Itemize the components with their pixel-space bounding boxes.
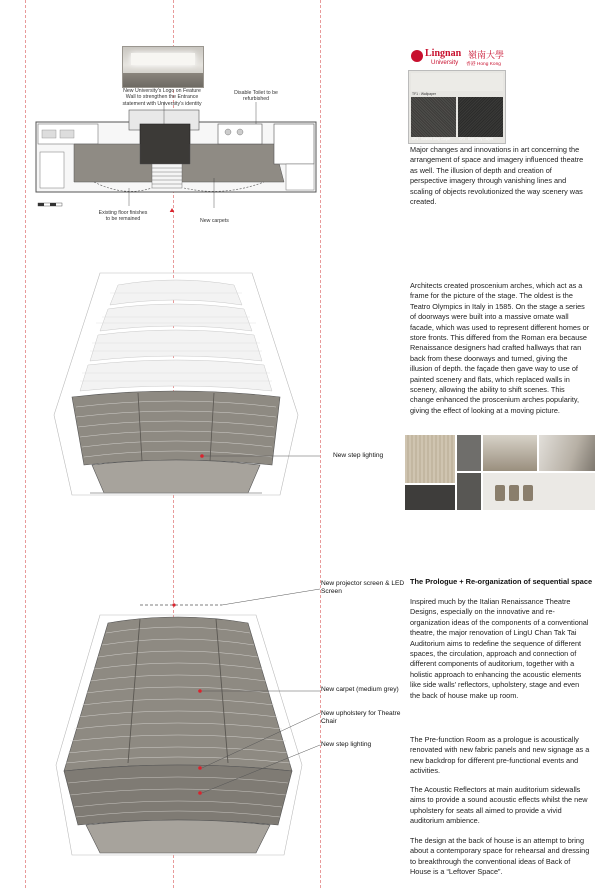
swatch-wallpaper — [411, 73, 503, 91]
material-board-mid — [405, 435, 595, 510]
body-paragraph-3: The Acoustic Reflectors at main auditorium sidewalls aims to provide a sound acoustic effects whilst the new upholstery for seats all aimed to provide a vivid auditorium ambience. — [410, 785, 588, 826]
logo-brand: Lingnan — [425, 48, 462, 59]
swatch-carpet-light — [411, 97, 456, 137]
logo-tagline: 香港 Hong Kong — [466, 62, 501, 67]
annotation-carpets: New carpets — [200, 218, 229, 224]
auditorium-plan-mid — [30, 265, 322, 515]
swatch-fabric-dark — [405, 485, 455, 510]
guide-line-left — [25, 0, 26, 888]
material-swatch-board — [408, 70, 506, 144]
foyer-floor-plan — [34, 102, 320, 212]
render-hall-photo — [539, 435, 595, 471]
swatch-label-carpet-light: CP1 : Sanford Grey Carpet — [412, 137, 451, 141]
logo-subtitle: University — [431, 59, 459, 66]
swatch-label-wallpaper: TF1 : Wallpaper — [412, 92, 436, 96]
body-paragraph-1: Inspired much by the Italian Renaissance Theatre Designs, especially on the innovative and re-organization ideas of the components of a conventional theatre, the major renovation of LingU Chan Tak Tai Auditorium aims to redefine the sequence of different spaces, the circulation, approach and connection of different components of auditorium, together with a holistic approach to enhancing the acoustic elements like side walls' reflectors, upholstery, stage and even the back of house make up room. — [410, 597, 589, 700]
annotation-toilet: Disable Toilet to be refurbished — [234, 90, 278, 103]
logo-chinese: 嶺南大學 — [468, 50, 505, 60]
render-chair-photo — [483, 473, 595, 510]
render-seating-photo — [483, 435, 537, 471]
label-carpet: New carpet (medium grey) — [321, 686, 399, 693]
section-title: The Prologue + Re-organization of sequential space — [410, 577, 593, 586]
swatch-label-carpet-dark: CP2 : Dark Grey Carpet — [459, 137, 493, 141]
swatch-fabric-grey — [457, 435, 481, 471]
auditorium-plan-bottom — [34, 575, 324, 880]
swatch-carpet-grey — [457, 473, 481, 510]
body-paragraph-4: The design at the back of house is an attempt to bring about a contemporary space for rehearsal and dressing to breakthrough the conventional ideas of Back of House is a “Leftover Space”. — [410, 836, 590, 877]
entrance-render-photo — [122, 46, 204, 88]
label-upholstery: New upholstery for Theatre Chair — [321, 710, 401, 725]
swatch-carpet-dark — [458, 97, 503, 137]
label-step-lighting-mid: New step lighting — [333, 452, 384, 459]
paragraph-1: Major changes and innovations in art concerning the arrangement of space and imagery influenced theatre as well. The illusion of depth and creation of perspective imagery through vanishing lines and scaling of objects revolutionized the way scenery was created. — [410, 145, 584, 207]
body-paragraph-2: The Pre-function Room as a prologue is acoustically renovated with new fabric panels and new signage as a new backdrop for different pre-functional events and activities. — [410, 735, 590, 776]
label-step-lighting-bottom: New step lighting — [321, 741, 372, 748]
swatch-wood — [405, 435, 455, 483]
annotation-floor: Existing floor finishes to be remained — [98, 210, 148, 223]
annotation-feature-wall: New University's Logo on Feature Wall to strengthen the Entrance statement with University's identity — [122, 88, 202, 107]
lingnan-logo — [411, 48, 521, 70]
paragraph-2: Architects created proscenium arches, which act as a frame for the picture of the stage. The oldest is the Teatro Olympics in Italy in 1585. On the stage a series of doorways were built into a massive ornate wall facade, which was used to represent different homes or store fronts. This differed from the Roman era because Renaissance designers had crafted hallways that ran back from these doorways and turned, giving the illusion of depth. the façade then gave way to use of painted scenery and flats, which replaced walls in scenery, allowing the ability to shift scenes. This change enhanced the proscenium arches popularity, giving the effect of looking at a moving picture. — [410, 281, 590, 415]
logo-seal-icon — [411, 50, 423, 62]
label-projector-screen: New projector screen & LED Screen — [321, 580, 405, 595]
